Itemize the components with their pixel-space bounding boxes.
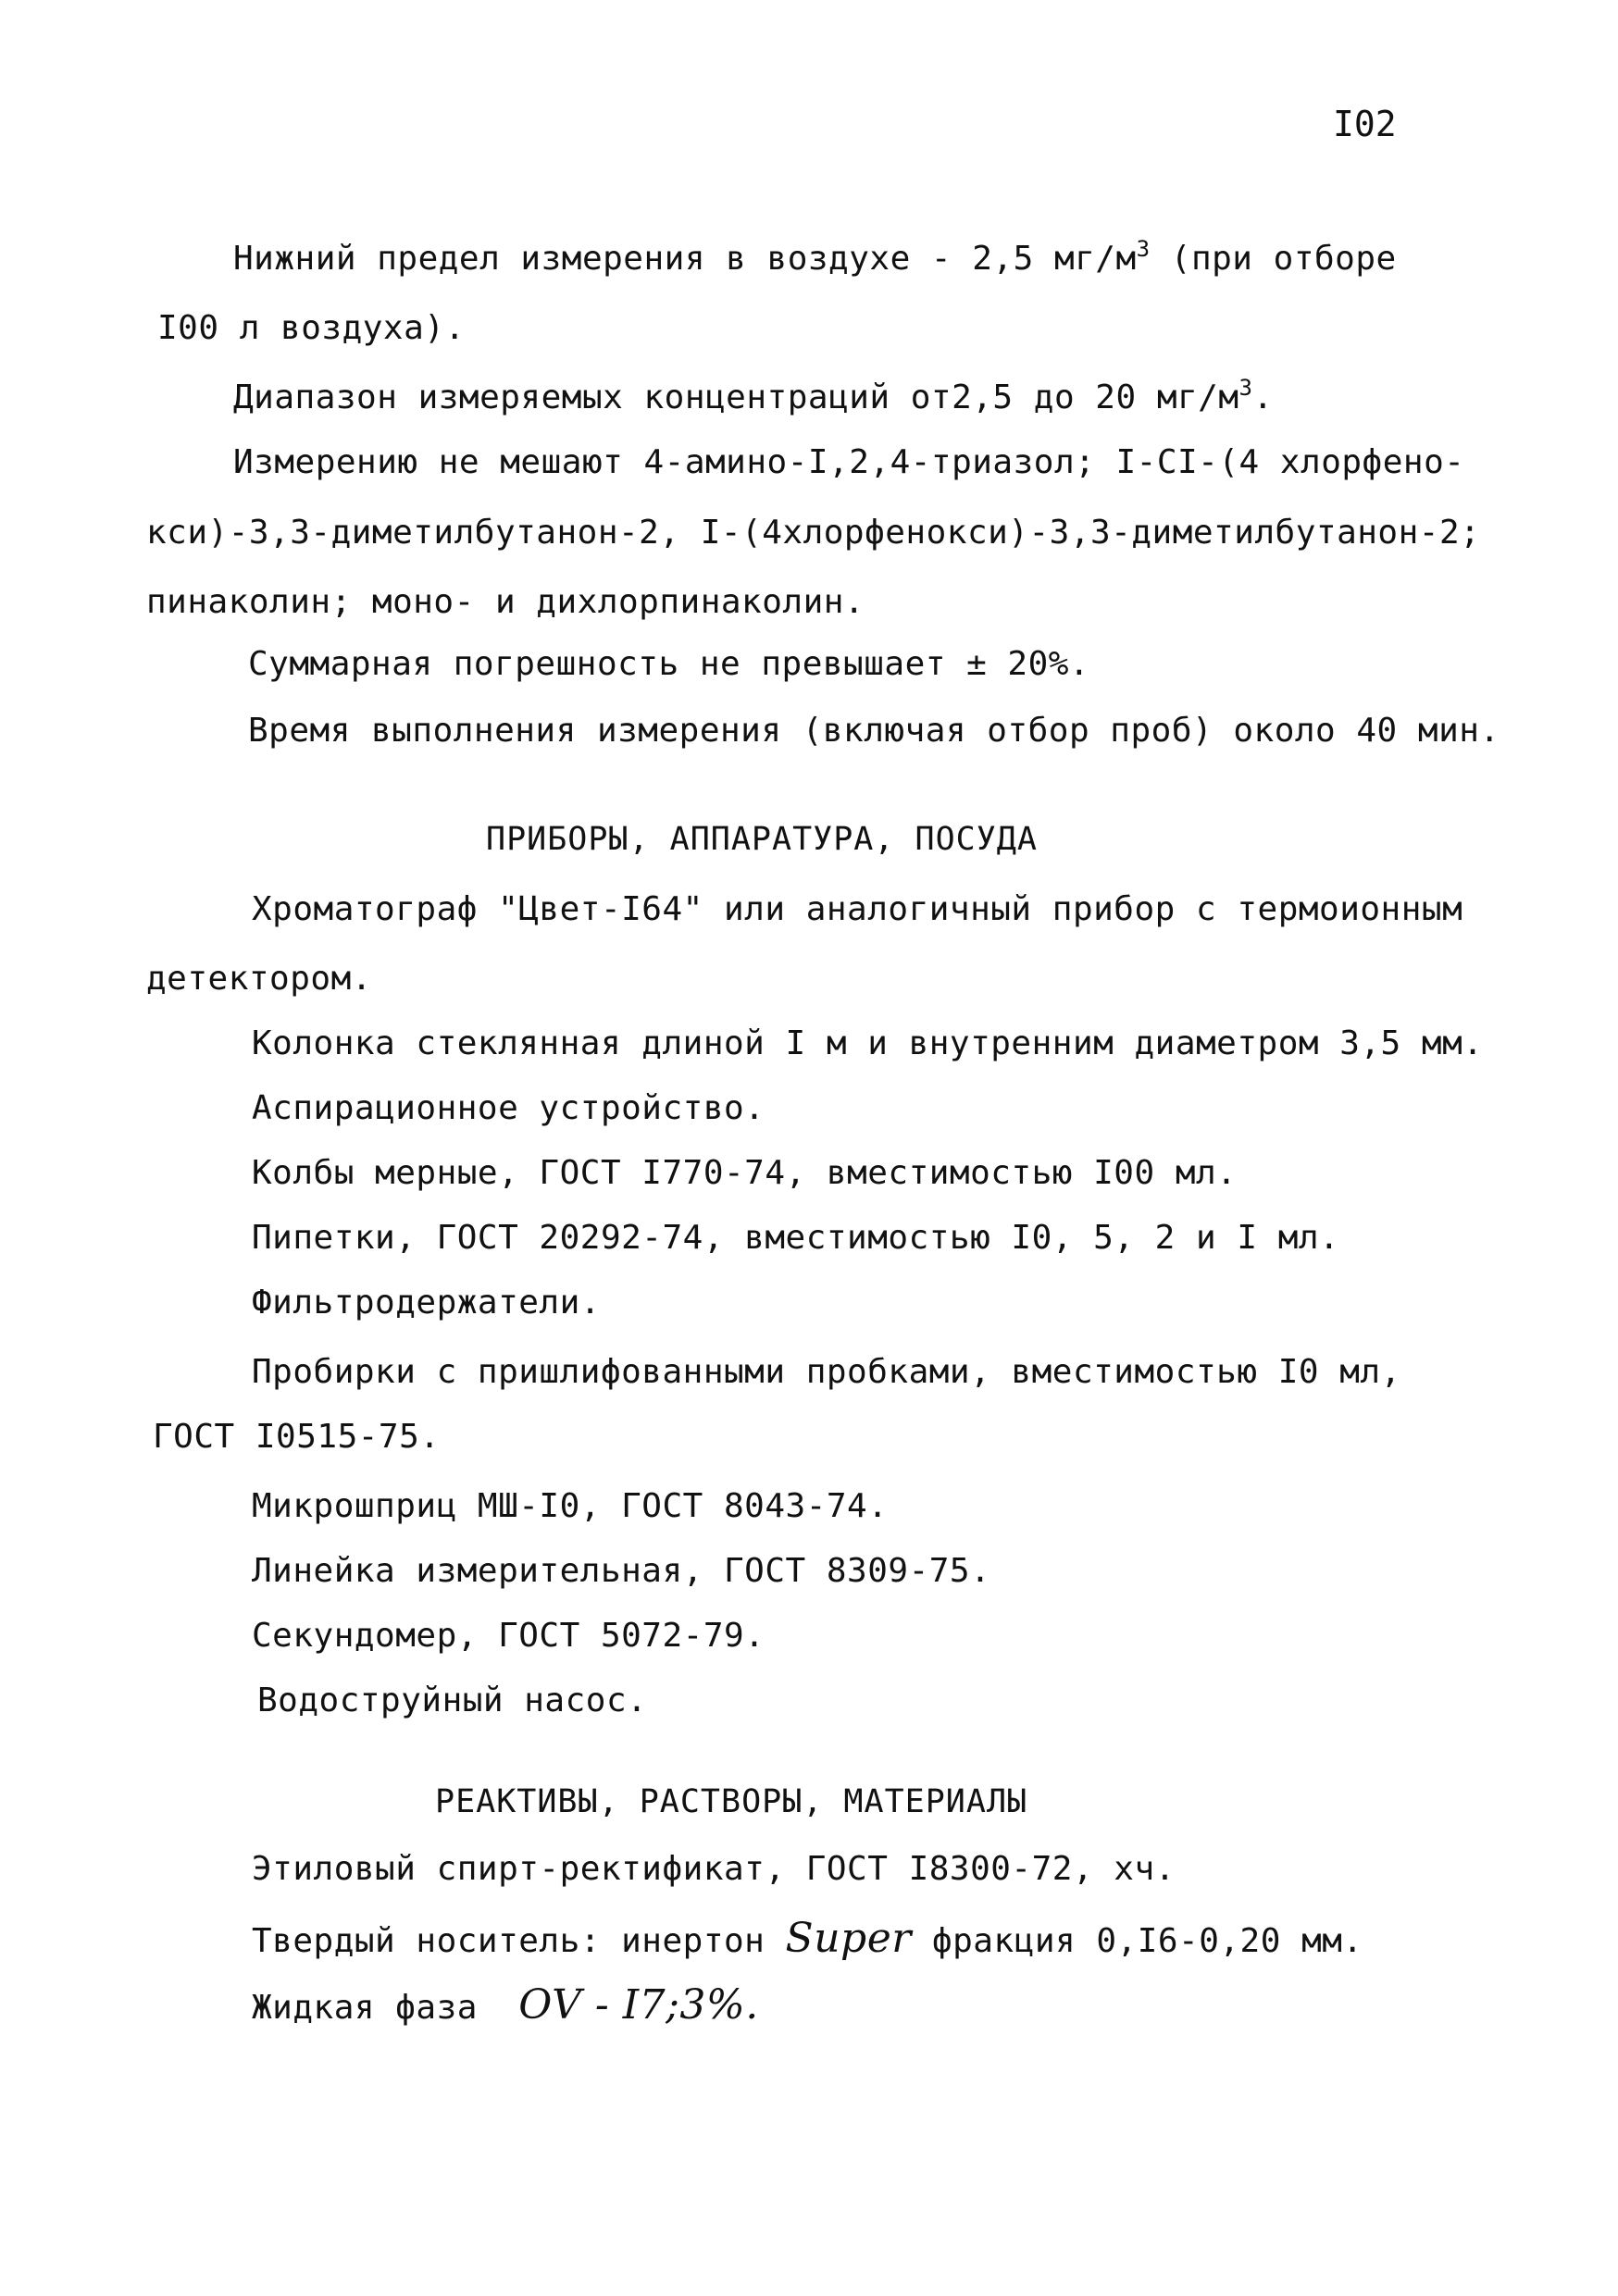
intro-line-interference-3: пинаколин; моно- и дихлорпинаколин. <box>146 583 865 621</box>
equipment-line: Пипетки, ГОСТ 20292-74, вместимостью I0, 5, 2 и I мл. <box>252 1219 1340 1257</box>
superscript: 3 <box>1238 375 1253 401</box>
intro-line-detection-limit-text: Нижний предел измерения в воздухе - 2,5 мг/м <box>233 240 1137 278</box>
equipment-line: Хроматограф "Цвет-I64" или аналогичный прибор с термоионным <box>252 890 1463 928</box>
intro-line-error: Суммарная погрешность не превышает ± 20%. <box>248 645 1090 683</box>
equipment-line: Колонка стеклянная длиной I м и внутренним диаметром 3,5 мм. <box>252 1024 1484 1062</box>
reagents-line-liquid-phase <box>252 1981 759 2029</box>
equipment-line: Водоструйный насос. <box>257 1682 648 1719</box>
handwritten-super: Super <box>785 1915 912 1962</box>
section-heading-reagents: РЕАКТИВЫ, РАСТВОРЫ, МАТЕРИАЛЫ <box>435 1783 1028 1820</box>
equipment-line: Колбы мерные, ГОСТ I770-74, вместимостью I00 мл. <box>252 1154 1238 1192</box>
intro-line-air-volume: I00 л воздуха). <box>157 309 466 347</box>
section-heading-equipment: ПРИБОРЫ, АППАРАТУРА, ПОСУДА <box>486 821 1038 858</box>
reagents-line-carrier-text: Твердый носитель: инертон <box>252 1922 765 1960</box>
intro-line-range <box>233 375 1274 416</box>
intro-line-detection-limit-tail: (при отборе <box>1150 240 1397 278</box>
handwritten-ov: OV - I7;3%. <box>518 1981 759 2029</box>
intro-line-interference-2: кси)-3,3-диметилбутанон-2, I-(4хлорфенокси)-3,3-диметилбутанон-2; <box>146 514 1481 552</box>
reagents-line-carrier-tail: фракция 0,I6-0,20 мм. <box>931 1922 1363 1960</box>
equipment-line: Фильтродержатели. <box>252 1284 601 1322</box>
equipment-line: Секундомер, ГОСТ 5072-79. <box>252 1617 765 1655</box>
equipment-line: Микрошприц МШ-I0, ГОСТ 8043-74. <box>252 1487 889 1525</box>
page-number: I02 <box>1333 104 1397 144</box>
reagents-line-carrier <box>252 1915 1363 1962</box>
intro-line-range-text: Диапазон измеряемых концентраций от2,5 до 20 мг/м <box>233 379 1239 416</box>
reagents-line-liquid-phase-text: Жидкая фаза <box>252 1989 478 2027</box>
reagents-line: Этиловый спирт-ректификат, ГОСТ I8300-72, хч. <box>252 1850 1176 1888</box>
equipment-line: ГОСТ I0515-75. <box>153 1418 441 1456</box>
intro-line-time: Время выполнения измерения (включая отбор проб) около 40 мин. <box>248 712 1500 750</box>
superscript: 3 <box>1136 236 1151 262</box>
equipment-line: Пробирки с пришлифованными пробками, вместимостью I0 мл, <box>252 1353 1401 1391</box>
intro-line-detection-limit <box>233 236 1397 278</box>
equipment-line: Линейка измерительная, ГОСТ 8309-75. <box>252 1552 991 1590</box>
intro-line-range-tail: . <box>1252 379 1274 416</box>
equipment-line: Аспирационное устройство. <box>252 1089 765 1127</box>
intro-line-interference-1: Измерению не мешают 4-амино-I,2,4-триазол; I-CI-(4 хлорфено- <box>233 443 1465 481</box>
equipment-line: детектором. <box>146 960 372 998</box>
